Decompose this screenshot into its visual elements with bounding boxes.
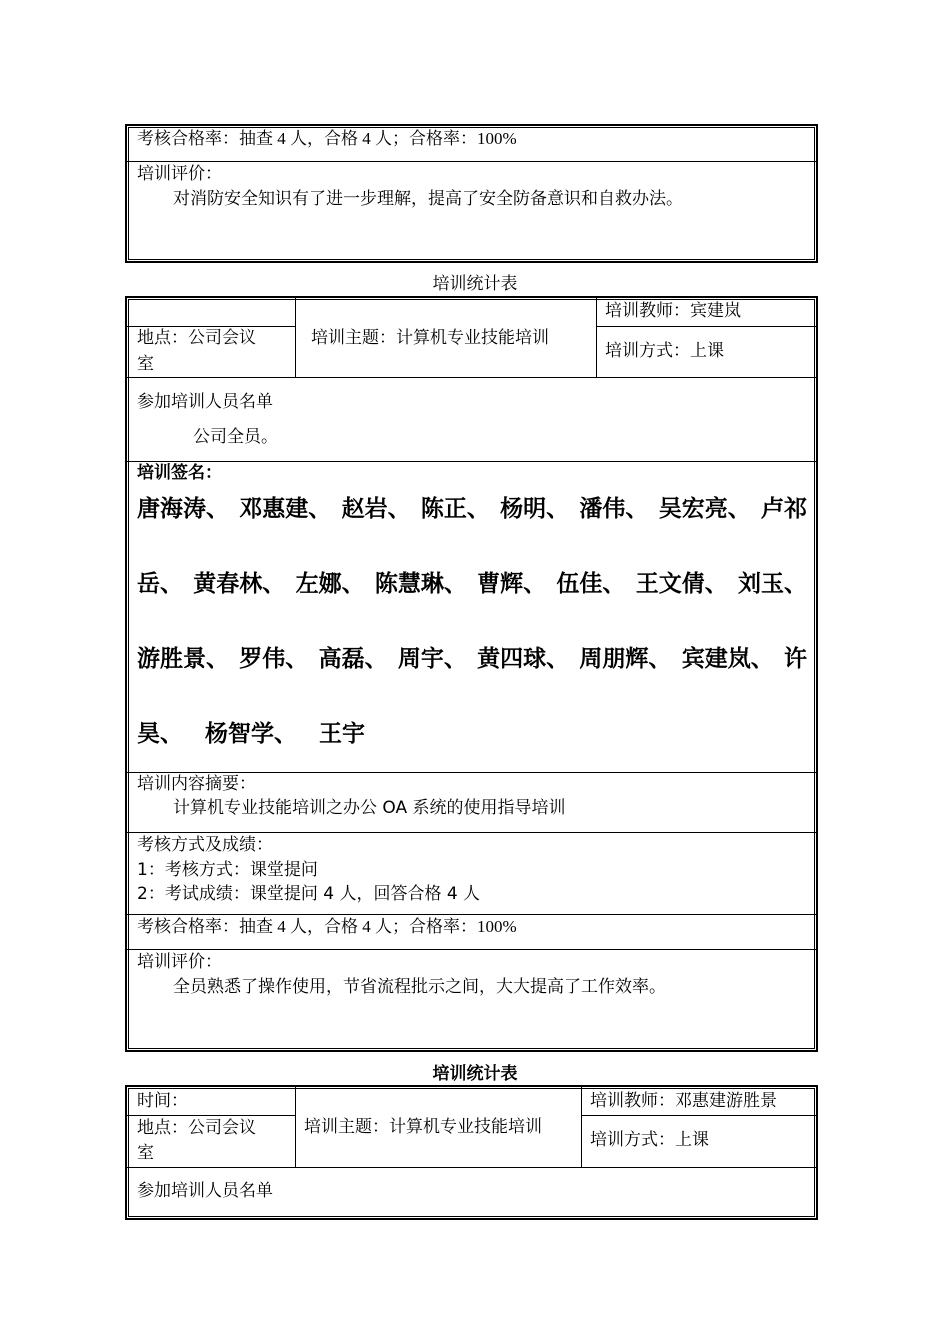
record2-attendees-value: 公司全员。 (193, 427, 278, 447)
col-divider (295, 1087, 296, 1167)
signature-name: 罗伟、 (239, 645, 309, 672)
signature-name: 游胜景、 (137, 645, 229, 672)
row-divider (581, 1115, 816, 1116)
record2-evaluation-label: 培训评价： (137, 952, 222, 972)
signature-line (137, 569, 807, 599)
record3-location-line1: 地点：公司会议 (137, 1118, 256, 1138)
signature-name: 卢祁 (760, 495, 807, 522)
record3-teacher: 培训教师：邓惠建游胜景 (590, 1091, 777, 1111)
top-evaluation-label: 培训评价： (137, 164, 222, 184)
record2-assessment-label: 考核方式及成绩： (137, 835, 273, 855)
signature-name: 王宇 (319, 720, 365, 747)
record2-location-line1: 地点：公司会议 (137, 328, 256, 348)
signature-name: 昊、 (137, 720, 183, 747)
signature-line (137, 494, 807, 524)
row-divider (127, 1115, 295, 1116)
col-divider (596, 298, 597, 377)
signature-name: 周朋辉、 (579, 645, 672, 672)
signature-name: 刘玉、 (737, 570, 807, 597)
record3-attendees-label: 参加培训人员名单 (137, 1181, 273, 1201)
record2-evaluation-text: 全员熟悉了操作使用，节省流程批示之间，大大提高了工作效率。 (173, 977, 666, 997)
signature-name: 黄四球、 (477, 645, 570, 672)
signature-name: 杨智学、 (205, 720, 297, 747)
signature-name: 伍佳、 (556, 570, 626, 597)
record3-title: 培训统计表 (432, 1064, 518, 1084)
row-divider (127, 949, 816, 950)
record3-topic: 培训主题：计算机专业技能培训 (304, 1117, 542, 1137)
row-divider (127, 377, 816, 378)
row-divider (127, 161, 816, 162)
record2-method: 培训方式：上课 (605, 341, 724, 361)
row-divider (127, 1167, 816, 1168)
signature-name: 赵岩、 (341, 495, 411, 522)
record2-assessment-line1: 1：考核方式：课堂提问 (137, 860, 318, 880)
record2-location-line2: 室 (137, 354, 154, 374)
signature-line (137, 719, 807, 749)
row-divider (127, 832, 816, 833)
record2-assessment-line2: 2：考试成绩：课堂提问 4 人，回答合格 4 人 (137, 884, 481, 904)
signature-name: 高磊、 (318, 645, 388, 672)
signature-name: 黄春林、 (193, 570, 286, 597)
record2-title: 培训统计表 (432, 274, 518, 294)
record2-topic: 培训主题：计算机专业技能培训 (311, 328, 549, 348)
row-divider (596, 326, 816, 327)
signature-name: 邓惠建、 (239, 495, 332, 522)
record3-time: 时间： (137, 1091, 188, 1111)
record2-teacher: 培训教师：宾建岚 (605, 301, 741, 321)
record2-signature-label: 培训签名： (137, 463, 222, 483)
signature-name: 宾建岚、 (681, 645, 774, 672)
signature-name: 岳、 (137, 570, 183, 597)
signature-name: 杨明、 (500, 495, 570, 522)
record2-pass-rate: 考核合格率：抽查 4 人，合格 4 人；合格率：100% (137, 917, 517, 936)
top-evaluation-text: 对消防安全知识有了进一步理解，提高了安全防备意识和自救办法。 (173, 189, 683, 209)
record3-location-line2: 室 (137, 1143, 154, 1163)
signature-name: 曹辉、 (477, 570, 547, 597)
signature-name: 王文倩、 (635, 570, 728, 597)
record3-method: 培训方式：上课 (590, 1130, 709, 1150)
signature-name: 左娜、 (295, 570, 365, 597)
signature-name: 陈慧琳、 (374, 570, 467, 597)
record2-content-label: 培训内容摘要： (137, 774, 256, 794)
row-divider (127, 914, 816, 915)
record2-content-text: 计算机专业技能培训之办公 OA 系统的使用指导培训 (173, 798, 566, 818)
signature-name: 潘伟、 (579, 495, 649, 522)
signature-line (137, 644, 807, 674)
signature-name: 吴宏亮、 (658, 495, 751, 522)
signature-name: 唐海涛、 (137, 495, 229, 522)
record2-attendees-label: 参加培训人员名单 (137, 392, 273, 412)
col-divider (295, 298, 296, 377)
signature-name: 周宇、 (397, 645, 467, 672)
row-divider (127, 461, 816, 462)
signature-name: 陈正、 (420, 495, 490, 522)
signature-name: 许 (783, 645, 807, 672)
col-divider (581, 1087, 582, 1167)
top-pass-rate: 考核合格率：抽查 4 人，合格 4 人；合格率：100% (137, 129, 517, 148)
